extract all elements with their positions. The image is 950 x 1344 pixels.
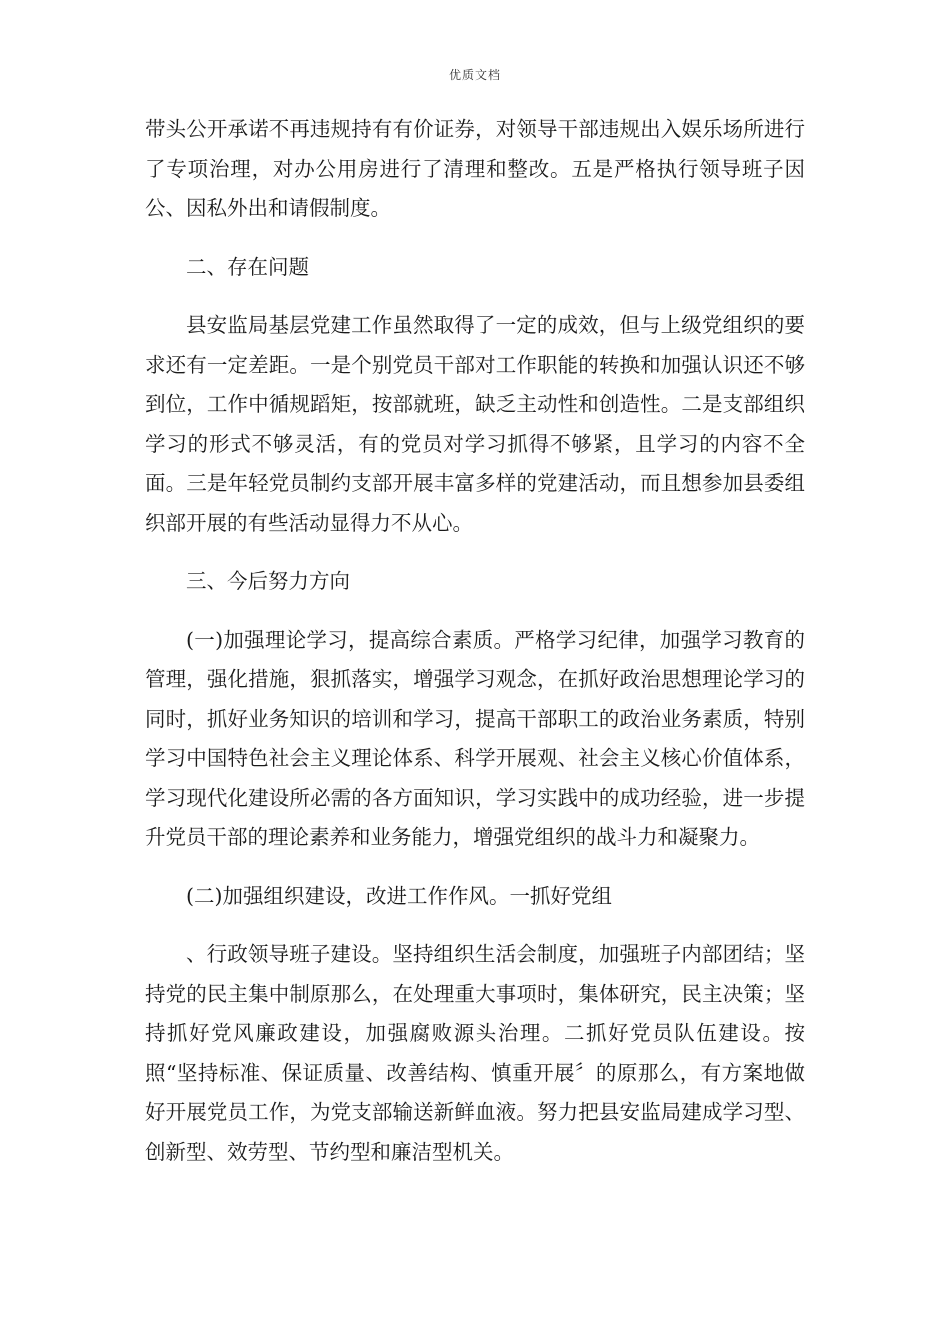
page-header: 优质文档 — [448, 68, 501, 82]
paragraph-3: (一)加强理论学习，提高综合素质。严格学习纪律，加强学习教育的管理，强化措施，狠抓落实，增强学习观念，在抓好政治思想理论学习的同时，抓好业务知识的培训和学习，提高干部职工的政治业务素质，特别学习中国特色社会主义理论体系、科学开展观、社会主义核心价值体系，学习现代化建设所必需的各方面知识，学习实践中的成功经验，进一步提升党员干部的理论素养和业务能力，增强党组织的战斗力和凝聚力。 — [145, 627, 805, 849]
document-body — [145, 110, 805, 1191]
paragraph-1: 带头公开承诺不再违规持有有价证券，对领导干部违规出入娱乐场所进行了专项治理，对办公用房进行了清理和整改。五是严格执行领导班子因公、因私外出和请假制度。 — [145, 117, 805, 220]
paragraph-4: (二)加强组织建设，改进工作作风。一抓好党组 — [186, 883, 612, 908]
section-heading-2: 二、存在问题 — [186, 254, 309, 279]
paragraph-2: 县安监局基层党建工作虽然取得了一定的成效，但与上级党组织的要求还有一定差距。一是个别党员干部对工作职能的转换和加强认识还不够到位，工作中循规蹈矩，按部就班，缺乏主动性和创造性。二是支部组织学习的形式不够灵活，有的党员对学习抓得不够紧，且学习的内容不全面。三是年轻党员制约支部开展丰富多样的党建活动，而且想参加县委组织部开展的有些活动显得力不从心。 — [145, 313, 805, 535]
paragraph-5: 、行政领导班子建设。坚持组织生活会制度，加强班子内部团结；坚持党的民主集中制原那么，在处理重大事项时，集体研究，民主决策；坚持抓好党风廉政建设，加强腐败源头治理。二抓好党员队伍建设。按照“坚持标准、保证质量、改善结构、慎重开展〞的原那么，有方案地做好开展党员工作，为党支部输送新鲜血液。努力把县安监局建成学习型、创新型、效劳型、节约型和廉洁型机关。 — [145, 942, 805, 1164]
section-heading-3: 三、今后努力方向 — [186, 569, 350, 593]
